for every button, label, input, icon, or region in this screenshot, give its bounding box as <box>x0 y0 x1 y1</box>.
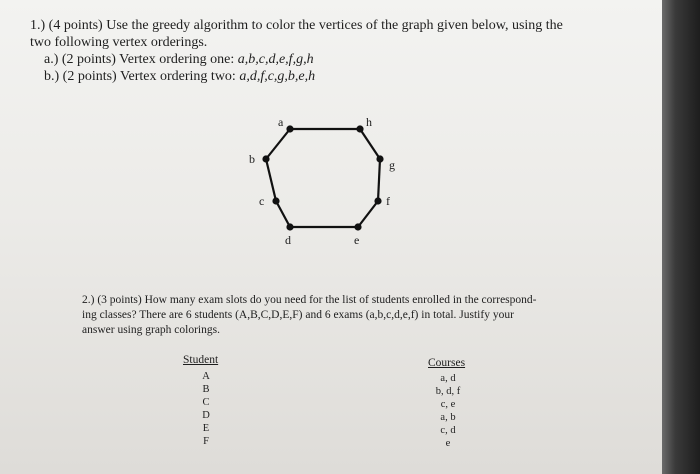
graph-vertex-c <box>272 197 279 204</box>
graph-vertex-label-f: f <box>386 194 390 208</box>
graph-edge-c-b <box>266 159 276 201</box>
graph-vertex-f <box>374 197 381 204</box>
student-entry: D <box>202 410 210 421</box>
question-1-line-2: two following vertex orderings. <box>30 35 208 50</box>
graph-vertex-label-a: a <box>278 115 284 129</box>
graph-vertex-label-b: b <box>249 152 255 166</box>
octagon-graph <box>230 105 430 265</box>
graph-vertex-label-e: e <box>354 233 360 247</box>
graph-vertex-e <box>354 223 361 230</box>
graph-edge-h-g <box>360 129 380 159</box>
student-entry: B <box>202 384 210 395</box>
question-2 <box>82 293 582 338</box>
graph-vertex-a <box>286 125 293 132</box>
part-b <box>30 68 650 85</box>
course-entry: a, b <box>440 412 456 423</box>
graph-edge-b-a <box>266 129 290 159</box>
course-entry: a, d <box>440 373 456 384</box>
course-entry: e <box>445 438 451 449</box>
graph-edge-g-f <box>378 159 380 201</box>
graph-vertex-label-c: c <box>259 194 265 208</box>
course-list <box>420 372 476 450</box>
part-b-label: b.) (2 points) Vertex ordering two: <box>44 69 240 84</box>
part-a <box>30 51 650 68</box>
course-entry: c, e <box>440 399 456 410</box>
part-a-label: a.) (2 points) Vertex ordering one: <box>44 52 238 67</box>
student-entry: F <box>203 436 209 447</box>
graph-vertex-d <box>286 223 293 230</box>
screen-edge <box>662 0 700 474</box>
question-1 <box>30 17 650 85</box>
student-entry: C <box>202 397 210 408</box>
question-2-line-3: answer using graph colorings. <box>82 324 220 336</box>
graph-vertex-label-d: d <box>285 233 291 247</box>
student-entry: E <box>202 423 210 434</box>
graph-vertex-label-h: h <box>366 115 372 129</box>
graph-edge-d-c <box>276 201 290 227</box>
graph-edge-f-e <box>358 201 378 227</box>
student-list <box>196 370 216 448</box>
graph-vertex-g <box>376 155 383 162</box>
part-a-ordering: a,b,c,d,e,f,g,h <box>237 52 314 67</box>
course-entry: b, d, f <box>435 386 461 397</box>
question-1-line-1: 1.) (4 points) Use the greedy algorithm to color the vertices of the graph given below, using the <box>30 18 563 33</box>
course-entry: c, d <box>440 425 456 436</box>
student-entry: A <box>202 371 210 382</box>
part-b-ordering: a,d,f,c,g,b,e,h <box>239 69 316 84</box>
courses-column-header: Courses <box>428 357 466 369</box>
question-2-line-1: 2.) (3 points) How many exam slots do you need for the list of students enrolled in the correspond- <box>82 294 537 306</box>
graph-vertex-h <box>356 125 363 132</box>
graph-vertex-label-g: g <box>389 158 395 172</box>
student-column-header: Student <box>183 354 219 366</box>
graph-vertex-b <box>262 155 269 162</box>
question-2-line-2: ing classes? There are 6 students (A,B,C,D,E,F) and 6 exams (a,b,c,d,e,f) in total. Justify your <box>82 309 514 321</box>
